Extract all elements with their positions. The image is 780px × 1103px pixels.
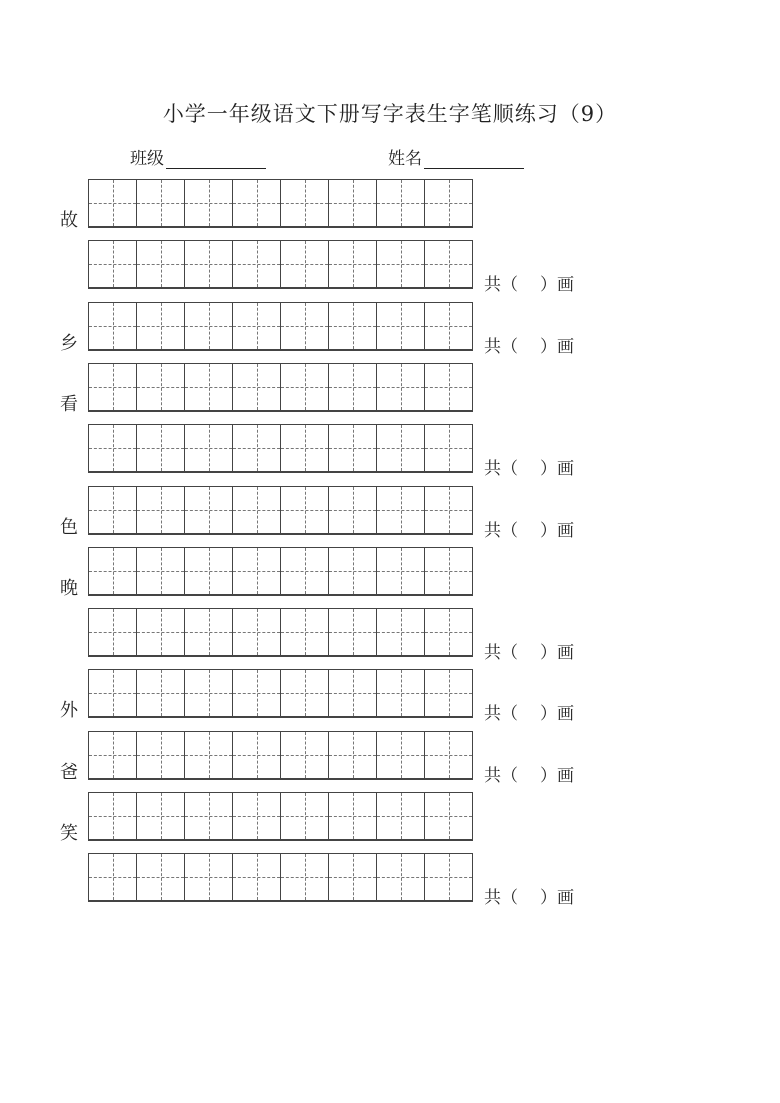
practice-row xyxy=(0,179,780,229)
writing-cell[interactable] xyxy=(377,241,425,287)
stroke-count-prefix: 共（ xyxy=(484,275,518,296)
character-label: 爸 xyxy=(60,761,78,783)
stroke-count-suffix: ）画 xyxy=(540,459,574,480)
practice-row xyxy=(0,853,780,909)
writing-cell[interactable] xyxy=(377,732,425,778)
writing-cell[interactable] xyxy=(185,854,233,900)
writing-cell[interactable] xyxy=(137,732,185,778)
writing-cell[interactable] xyxy=(377,487,425,533)
writing-cell[interactable] xyxy=(377,180,425,226)
name-field xyxy=(388,144,524,169)
stroke-count-prefix: 共（ xyxy=(484,643,518,664)
writing-cell[interactable] xyxy=(137,487,185,533)
writing-cell[interactable] xyxy=(185,487,233,533)
writing-grid xyxy=(88,240,473,289)
stroke-count-prefix: 共（ xyxy=(484,336,518,357)
writing-grid xyxy=(88,547,473,596)
writing-cell[interactable] xyxy=(329,609,377,655)
writing-cell[interactable] xyxy=(281,670,329,716)
writing-cell[interactable] xyxy=(233,425,281,471)
writing-cell[interactable] xyxy=(137,854,185,900)
writing-cell[interactable] xyxy=(425,548,473,594)
stroke-count xyxy=(484,883,574,908)
writing-cell[interactable] xyxy=(329,670,377,716)
writing-cell[interactable] xyxy=(377,425,425,471)
practice-row xyxy=(0,608,780,664)
character-label: 晚 xyxy=(60,577,78,599)
character-label: 故 xyxy=(60,210,78,231)
stroke-count xyxy=(484,332,574,357)
writing-cell[interactable] xyxy=(233,180,281,226)
stroke-count-suffix: ）画 xyxy=(540,520,574,541)
writing-cell[interactable] xyxy=(425,241,473,287)
writing-grid xyxy=(88,424,473,473)
stroke-count-suffix: ）画 xyxy=(540,888,574,909)
writing-grid xyxy=(88,792,473,841)
writing-cell[interactable] xyxy=(329,364,377,410)
class-field xyxy=(130,144,266,169)
writing-cell[interactable] xyxy=(377,793,425,839)
writing-cell[interactable] xyxy=(89,241,137,287)
writing-cell[interactable] xyxy=(137,364,185,410)
writing-cell[interactable] xyxy=(137,548,185,594)
writing-cell[interactable] xyxy=(329,303,377,349)
writing-cell[interactable] xyxy=(233,609,281,655)
writing-cell[interactable] xyxy=(281,854,329,900)
stroke-count xyxy=(484,516,574,541)
writing-cell[interactable] xyxy=(233,364,281,410)
writing-cell[interactable] xyxy=(329,793,377,839)
writing-cell[interactable] xyxy=(137,670,185,716)
writing-cell[interactable] xyxy=(185,364,233,410)
writing-cell[interactable] xyxy=(425,854,473,900)
practice-row xyxy=(0,792,780,842)
writing-cell[interactable] xyxy=(233,854,281,900)
writing-cell[interactable] xyxy=(425,487,473,533)
name-blank-line[interactable] xyxy=(424,148,524,169)
writing-cell[interactable] xyxy=(185,548,233,594)
writing-cell[interactable] xyxy=(377,609,425,655)
writing-cell[interactable] xyxy=(233,303,281,349)
writing-cell[interactable] xyxy=(329,180,377,226)
writing-cell[interactable] xyxy=(89,732,137,778)
stroke-count-prefix: 共（ xyxy=(484,704,518,725)
writing-cell[interactable] xyxy=(233,670,281,716)
writing-cell[interactable] xyxy=(89,609,137,655)
practice-row xyxy=(0,302,780,357)
writing-cell[interactable] xyxy=(281,793,329,839)
practice-row xyxy=(0,424,780,480)
writing-cell[interactable] xyxy=(329,732,377,778)
writing-cell[interactable] xyxy=(185,425,233,471)
writing-cell[interactable] xyxy=(185,241,233,287)
writing-cell[interactable] xyxy=(185,609,233,655)
writing-grid xyxy=(88,363,473,412)
practice-row xyxy=(0,486,780,541)
writing-cell[interactable] xyxy=(329,241,377,287)
writing-cell[interactable] xyxy=(185,670,233,716)
stroke-count-prefix: 共（ xyxy=(484,459,518,480)
writing-cell[interactable] xyxy=(281,548,329,594)
practice-row xyxy=(0,669,780,725)
writing-cell[interactable] xyxy=(281,241,329,287)
writing-cell[interactable] xyxy=(425,732,473,778)
practice-row xyxy=(0,240,780,296)
writing-cell[interactable] xyxy=(377,303,425,349)
writing-cell[interactable] xyxy=(185,180,233,226)
writing-cell[interactable] xyxy=(233,241,281,287)
writing-cell[interactable] xyxy=(233,548,281,594)
writing-cell[interactable] xyxy=(329,548,377,594)
writing-cell[interactable] xyxy=(137,609,185,655)
class-blank-line[interactable] xyxy=(166,148,266,169)
practice-row xyxy=(0,363,780,413)
stroke-count-suffix: ）画 xyxy=(540,336,574,357)
writing-grid xyxy=(88,669,473,718)
writing-cell[interactable] xyxy=(137,793,185,839)
stroke-count-suffix: ）画 xyxy=(540,643,574,664)
writing-cell[interactable] xyxy=(377,670,425,716)
writing-cell[interactable] xyxy=(89,548,137,594)
writing-cell[interactable] xyxy=(281,609,329,655)
stroke-count-suffix: ）画 xyxy=(540,275,574,296)
stroke-count-prefix: 共（ xyxy=(484,888,518,909)
writing-cell[interactable] xyxy=(233,487,281,533)
writing-cell[interactable] xyxy=(425,425,473,471)
writing-cell[interactable] xyxy=(233,732,281,778)
writing-cell[interactable] xyxy=(281,303,329,349)
writing-cell[interactable] xyxy=(329,487,377,533)
stroke-count-prefix: 共（ xyxy=(484,520,518,541)
writing-cell[interactable] xyxy=(89,670,137,716)
character-label: 乡 xyxy=(60,332,78,354)
character-label: 笑 xyxy=(60,823,78,844)
stroke-count xyxy=(484,270,574,295)
writing-grid xyxy=(88,731,473,780)
writing-cell[interactable] xyxy=(281,180,329,226)
writing-cell[interactable] xyxy=(89,425,137,471)
writing-cell[interactable] xyxy=(281,364,329,410)
writing-cell[interactable] xyxy=(377,364,425,410)
name-label: 姓名 xyxy=(388,149,422,169)
writing-cell[interactable] xyxy=(377,854,425,900)
writing-cell[interactable] xyxy=(89,793,137,839)
writing-cell[interactable] xyxy=(377,548,425,594)
stroke-count xyxy=(484,638,574,663)
practice-row xyxy=(0,547,780,597)
writing-grid xyxy=(88,608,473,657)
writing-cell[interactable] xyxy=(89,854,137,900)
writing-cell[interactable] xyxy=(425,303,473,349)
writing-cell[interactable] xyxy=(137,303,185,349)
stroke-count-prefix: 共（ xyxy=(484,765,518,786)
writing-grid xyxy=(88,853,473,902)
practice-row xyxy=(0,731,780,786)
writing-cell[interactable] xyxy=(185,303,233,349)
writing-cell[interactable] xyxy=(89,364,137,410)
stroke-count xyxy=(484,454,574,479)
writing-cell[interactable] xyxy=(425,670,473,716)
page-title: 小学一年级语文下册写字表生字笔顺练习（9） xyxy=(162,102,618,126)
stroke-count-suffix: ）画 xyxy=(540,704,574,725)
writing-cell[interactable] xyxy=(281,487,329,533)
writing-grid xyxy=(88,486,473,535)
character-label: 色 xyxy=(60,516,78,538)
writing-cell[interactable] xyxy=(89,303,137,349)
writing-cell[interactable] xyxy=(137,180,185,226)
writing-cell[interactable] xyxy=(425,609,473,655)
stroke-count xyxy=(484,761,574,786)
stroke-count-suffix: ）画 xyxy=(540,765,574,786)
class-label: 班级 xyxy=(130,149,164,169)
writing-cell[interactable] xyxy=(137,425,185,471)
writing-cell[interactable] xyxy=(425,364,473,410)
writing-grid xyxy=(88,179,473,228)
writing-cell[interactable] xyxy=(329,854,377,900)
writing-cell[interactable] xyxy=(281,732,329,778)
stroke-count xyxy=(484,699,574,724)
writing-cell[interactable] xyxy=(137,241,185,287)
writing-cell[interactable] xyxy=(89,180,137,226)
writing-cell[interactable] xyxy=(185,793,233,839)
writing-cell[interactable] xyxy=(425,180,473,226)
character-label: 看 xyxy=(60,393,78,415)
writing-cell[interactable] xyxy=(281,425,329,471)
writing-cell[interactable] xyxy=(233,793,281,839)
writing-cell[interactable] xyxy=(185,732,233,778)
writing-cell[interactable] xyxy=(89,487,137,533)
writing-grid xyxy=(88,302,473,351)
writing-cell[interactable] xyxy=(329,425,377,471)
character-label: 外 xyxy=(60,700,78,722)
writing-cell[interactable] xyxy=(425,793,473,839)
